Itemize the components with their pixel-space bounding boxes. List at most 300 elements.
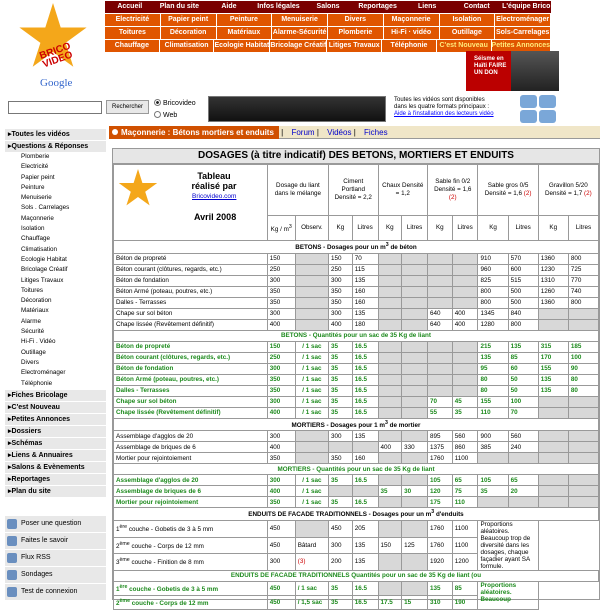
sidebar-tool[interactable]	[5, 567, 106, 583]
cell	[295, 275, 328, 286]
cell: 135	[508, 341, 538, 352]
haiti-banner[interactable]	[466, 51, 559, 91]
cell: 840	[508, 308, 538, 319]
column-header	[378, 165, 427, 216]
table-row	[114, 521, 599, 538]
cell: (3)	[295, 554, 328, 571]
section-text: 3	[384, 419, 388, 426]
cell: 300	[267, 275, 295, 286]
cell	[295, 264, 328, 275]
cell: 35	[329, 596, 353, 610]
cell: 450	[267, 537, 295, 554]
sidebar-item[interactable]: Climatisation	[5, 245, 106, 255]
cell	[402, 475, 428, 486]
cell	[538, 453, 568, 464]
cell: 1360	[538, 253, 568, 264]
sidebar-item[interactable]: Sécurité	[5, 327, 106, 337]
unit-header	[267, 216, 295, 241]
cell	[378, 497, 402, 508]
cell: 85	[452, 582, 478, 596]
sidebar-item[interactable]: ▸ Liens & Annuaires	[5, 449, 106, 461]
col-label: Gravillon 5/20 Densité = 1,7	[544, 182, 588, 198]
coat-sup: ème	[119, 540, 130, 547]
cell	[402, 352, 428, 363]
cell: 770	[568, 275, 598, 286]
cell	[295, 253, 328, 264]
player-format-icon[interactable]	[539, 95, 556, 108]
cell: 1230	[538, 264, 568, 275]
table-row	[114, 363, 599, 374]
cell	[538, 308, 568, 319]
search-button[interactable]: Rechercher	[106, 100, 149, 114]
menu-item-d-coration[interactable]: Décoration	[161, 27, 217, 39]
menu-item-climatisation[interactable]: Climatisation	[160, 40, 215, 52]
cell: 500	[508, 286, 538, 297]
cell: 185	[568, 341, 598, 352]
cell	[295, 453, 328, 464]
cell	[568, 486, 598, 497]
radio-label: Web	[163, 112, 178, 119]
crumb-sep: |	[353, 128, 359, 137]
menu-item-chauffage[interactable]: Chauffage	[105, 40, 160, 52]
table-header-row	[114, 165, 599, 216]
cell: 385	[478, 442, 508, 453]
radio-bricovideo[interactable]	[154, 98, 196, 110]
table-row	[114, 407, 599, 418]
row-label	[114, 596, 268, 610]
cell	[478, 497, 508, 508]
bricovideo-logo[interactable]	[18, 3, 93, 91]
cell	[427, 352, 452, 363]
brand-cell	[114, 165, 268, 241]
sidebar-tool[interactable]	[5, 584, 106, 600]
cell	[378, 475, 402, 486]
sidebar-item[interactable]: ▸ Schémas	[5, 437, 106, 449]
row-label: Béton de propreté	[114, 253, 268, 264]
cell: 70	[427, 396, 452, 407]
cell	[568, 308, 598, 319]
sidebar-item[interactable]: ▸ Toutes les vidéos	[5, 128, 106, 140]
cell: / 1 sac	[295, 363, 328, 374]
sidebar-item[interactable]: Peinture	[5, 183, 106, 193]
row-label	[114, 582, 268, 596]
col-label: Chaux Densité = 1,2	[382, 182, 424, 198]
cell: 35	[329, 396, 353, 407]
sidebar-item[interactable]: Chauffage	[5, 234, 106, 244]
cell: 250	[267, 352, 295, 363]
menu-item-salons[interactable]: Salons	[303, 1, 353, 13]
sidebar-item[interactable]: Papier peint	[5, 173, 106, 183]
cell	[452, 286, 478, 297]
cell: 300	[267, 308, 295, 319]
sidebar-item[interactable]: Téléphonie	[5, 379, 106, 389]
menu-item-toitures[interactable]: Toitures	[105, 27, 161, 39]
coat-label: couche - Corps de 12 mm	[131, 542, 204, 550]
cell	[538, 475, 568, 486]
coat-label: couche - Corps de 12 mm	[131, 599, 209, 607]
cell: 15	[402, 596, 428, 610]
sidebar-item[interactable]: Bricolage Créatif	[5, 265, 106, 275]
cell: 35	[329, 497, 353, 508]
cell: 80	[568, 374, 598, 385]
section-text: BETONS - Dosages pour un m	[295, 244, 386, 252]
table-date: Avril 2008	[194, 212, 237, 222]
row-label: Assemblage d'agglos de 20	[114, 431, 268, 442]
menu-item-sols-carrelages[interactable]: Sols-Carrelages	[495, 27, 551, 39]
cell: / 1 sac	[295, 374, 328, 385]
cell	[378, 319, 402, 330]
cell	[538, 319, 568, 330]
cell: 450	[267, 596, 295, 610]
sidebar-item[interactable]: Maçonnerie	[5, 214, 106, 224]
menu-item-ma-onnerie[interactable]: Maçonnerie	[384, 14, 440, 26]
cell	[378, 453, 402, 464]
cell	[378, 341, 402, 352]
unit-header: Litres	[508, 216, 538, 241]
cell: 800	[508, 319, 538, 330]
menu-item-hi-fi-vid-o[interactable]: Hi-Fi · vidéo	[384, 27, 440, 39]
tool-icon	[7, 536, 17, 546]
sidebar-item[interactable]: Divers	[5, 358, 106, 368]
player-format-icon[interactable]	[520, 110, 537, 123]
cell	[568, 442, 598, 453]
unit-header: Litres	[402, 216, 428, 241]
row-label: Béton courant (clôtures, regards, etc.)	[114, 352, 268, 363]
cell: 315	[538, 341, 568, 352]
menu-item-electrom-nager[interactable]: Electroménager	[495, 14, 551, 26]
cell: 35	[452, 407, 478, 418]
menu-item-plomberie[interactable]: Plomberie	[328, 27, 384, 39]
cell: 35	[329, 374, 353, 385]
cell: 300	[267, 396, 295, 407]
menu-row	[105, 1, 551, 13]
cell	[378, 374, 402, 385]
cell	[568, 453, 598, 464]
menu-item-reportages[interactable]: Reportages	[353, 1, 403, 13]
column-header	[427, 165, 478, 216]
sidebar-item[interactable]: Ecologie Habitat	[5, 255, 106, 265]
cell: 155	[478, 396, 508, 407]
player-format-icon[interactable]	[520, 95, 537, 108]
menu-item-contact[interactable]: Contact	[452, 1, 502, 13]
cell: 45	[452, 396, 478, 407]
sidebar-item[interactable]: ▸ Questions & Réponses	[5, 140, 106, 152]
table-row	[114, 497, 599, 508]
cell: 350	[329, 286, 353, 297]
table-title: DOSAGES (à titre indicatif) DES BETONS, MORTIERS ET ENDUITS	[113, 149, 599, 164]
menu-item-c-est-nouveau[interactable]: C'est Nouveau	[437, 40, 492, 52]
sidebar-tool[interactable]	[5, 516, 106, 532]
site-link[interactable]: Bricovideo.com	[192, 193, 237, 200]
cell: 1920	[427, 554, 452, 571]
cell	[508, 497, 538, 508]
cell	[378, 582, 402, 596]
row-label: Chape sur sol béton	[114, 308, 268, 319]
unit-header: Litres	[352, 216, 378, 241]
col-label: Ciment Portland Densité = 2,2	[334, 178, 372, 202]
cell	[427, 363, 452, 374]
cell	[452, 275, 478, 286]
menu-item-l-quipe-brico[interactable]: L'équipe Brico	[502, 1, 552, 13]
menu-item-electricit-[interactable]: Electricité	[105, 14, 161, 26]
cell: 450	[267, 521, 295, 538]
section-text: MORTIERS - Dosages pour 1 m	[291, 421, 385, 429]
cell: 300	[329, 431, 353, 442]
cell	[427, 374, 452, 385]
sidebar-item[interactable]: Outillage	[5, 348, 106, 358]
row-label: Assemblage de briques de 6	[114, 442, 268, 453]
coat-sup: ère	[119, 524, 128, 531]
fiches-link[interactable]: Fiches	[364, 128, 388, 137]
cell: 300	[267, 431, 295, 442]
cell: 20	[508, 486, 538, 497]
cell: 450	[267, 582, 295, 596]
sidebar-item[interactable]: Hi-Fi . Vidéo	[5, 337, 106, 347]
coat-num: 3	[116, 559, 120, 567]
section-title	[114, 464, 599, 475]
cell: 35	[329, 341, 353, 352]
sidebar-item[interactable]: ▸ Plan du site	[5, 485, 106, 497]
cell	[378, 297, 402, 308]
cell: 35	[478, 486, 508, 497]
cell: 35	[329, 407, 353, 418]
cell: 155	[538, 363, 568, 374]
cell	[378, 554, 402, 571]
cell	[329, 442, 353, 453]
menu-item-bricolage-cr-atif[interactable]: Bricolage Créatif	[270, 40, 327, 52]
cell	[295, 286, 328, 297]
sidebar-item[interactable]: ▸ Fiches Bricolage	[5, 389, 106, 401]
section-title	[114, 571, 599, 582]
cell: 16.5	[352, 396, 378, 407]
sidebar-item[interactable]: ▸ Dossiers	[5, 425, 106, 437]
cell: 16.5	[352, 341, 378, 352]
cell	[452, 253, 478, 264]
cell: 350	[267, 453, 295, 464]
menu-item-alarme-s-curit-[interactable]: Alarme-Sécurité	[272, 27, 328, 39]
table-row	[114, 286, 599, 297]
cell	[538, 486, 568, 497]
cell: 16.5	[352, 497, 378, 508]
cell: / 1 sac	[295, 352, 328, 363]
cell: 110	[452, 497, 478, 508]
sidebar-item[interactable]: Electricité	[5, 162, 106, 172]
table-row	[114, 297, 599, 308]
cell: 160	[352, 453, 378, 464]
sidebar-item[interactable]: Alarme	[5, 317, 106, 327]
cell	[402, 497, 428, 508]
coat-sup: ème	[119, 597, 131, 604]
cell: 400	[267, 407, 295, 418]
radio-web[interactable]	[154, 110, 196, 122]
cell	[452, 352, 478, 363]
table-row	[114, 275, 599, 286]
sidebar-item[interactable]: ▸ Salons & Evènements	[5, 461, 106, 473]
cell: 215	[478, 341, 508, 352]
menu-item-liens[interactable]: Liens	[402, 1, 452, 13]
section-text: d'enduits	[434, 511, 464, 519]
menu-item-menuiserie[interactable]: Menuiserie	[272, 14, 328, 26]
note-cell: Proportions aléatoires. Beaucoup	[478, 582, 538, 610]
column-header	[267, 165, 328, 216]
cell	[402, 453, 428, 464]
menu-item-infos-l-gales[interactable]: Infos légales	[254, 1, 304, 13]
section-title	[114, 418, 599, 431]
table-row	[114, 475, 599, 486]
cell: 160	[352, 286, 378, 297]
cell: / 1 sac	[295, 486, 328, 497]
menu-item-outillage[interactable]: Outillage	[440, 27, 496, 39]
sidebar-item[interactable]: Plomberie	[5, 152, 106, 162]
player-format-icon[interactable]	[539, 110, 556, 123]
cell: 60	[508, 363, 538, 374]
section-title	[114, 241, 599, 254]
cell: 115	[352, 264, 378, 275]
row-label: Béton de propreté	[114, 341, 268, 352]
sidebar-item[interactable]: Sols . Carrelages	[5, 203, 106, 213]
menu-item-accueil[interactable]: Accueil	[105, 1, 155, 13]
sidebar-item[interactable]: Décoration	[5, 296, 106, 306]
video-info-line2: dans les quatre formats principaux :	[394, 104, 490, 110]
sidebar-item[interactable]: ▸ Reportages	[5, 473, 106, 485]
menu-item-papier-peint[interactable]: Papier peint	[161, 14, 217, 26]
cell: 80	[568, 385, 598, 396]
row-label: Chape sur sol béton	[114, 396, 268, 407]
section-row	[114, 571, 599, 582]
sidebar-item[interactable]: Electroménager	[5, 368, 106, 378]
cell: / 1 sac	[295, 497, 328, 508]
section-title	[114, 330, 599, 341]
cell: 150	[329, 253, 353, 264]
sidebar-tool[interactable]	[5, 550, 106, 566]
cell	[538, 497, 568, 508]
cell: 900	[478, 431, 508, 442]
sidebar-item[interactable]: Isolation	[5, 224, 106, 234]
ad-banner[interactable]	[208, 96, 386, 122]
cell: 16.5	[352, 352, 378, 363]
cell: 65	[452, 475, 478, 486]
tool-label: Flux RSS	[21, 554, 51, 561]
banner-text: Séisme en Haïti FAIRE UN DON	[474, 56, 507, 76]
cell: 1375	[427, 442, 452, 453]
menu-item-ecologie-habitat[interactable]: Ecologie Habitat	[214, 40, 270, 52]
cell: 1100	[452, 453, 478, 464]
unit-header: Kg	[538, 216, 568, 241]
sidebar-item[interactable]: Litiges Travaux	[5, 276, 106, 286]
cell: 200	[329, 554, 353, 571]
cell: 16.5	[352, 596, 378, 610]
videos-link[interactable]: Vidéos	[327, 128, 352, 137]
unit-header: Kg	[329, 216, 353, 241]
menu-row	[105, 14, 551, 26]
sidebar-item[interactable]: ▸ Petites Annonces	[5, 413, 106, 425]
section-row	[114, 508, 599, 521]
cell: 35	[378, 486, 402, 497]
cell: 330	[402, 442, 428, 453]
row-label: Assemblage d'agglos de 20	[114, 475, 268, 486]
menu-row	[105, 27, 551, 39]
menu-item-aide[interactable]: Aide	[204, 1, 254, 13]
menu-item-t-l-phonie[interactable]: Téléphonie	[382, 40, 437, 52]
tool-icon	[7, 570, 17, 580]
column-header	[478, 165, 538, 216]
unit: Kg / m	[270, 225, 289, 233]
cell: 400	[329, 319, 353, 330]
cell	[378, 521, 402, 538]
row-label: Assemblage de briques de 6	[114, 486, 268, 497]
menu-item-litiges-travaux[interactable]: Litiges Travaux	[327, 40, 382, 52]
menu-item-petites-annonces[interactable]: Petites Annonces	[492, 40, 551, 52]
cell: 135	[538, 374, 568, 385]
cell: 135	[538, 385, 568, 396]
cell	[402, 286, 428, 297]
cell: 135	[352, 275, 378, 286]
cell: 400	[267, 442, 295, 453]
menu-item-divers[interactable]: Divers	[328, 14, 384, 26]
breadcrumb	[109, 126, 600, 139]
row-label	[114, 537, 268, 554]
cell: 35	[329, 352, 353, 363]
video-info-line1: Toutes les vidéos sont disponibles	[394, 97, 485, 103]
table-row	[114, 308, 599, 319]
cell	[295, 431, 328, 442]
cell	[295, 442, 328, 453]
table-row	[114, 385, 599, 396]
row-label: Béton de fondation	[114, 275, 268, 286]
cell	[295, 319, 328, 330]
cell: 90	[568, 363, 598, 374]
cell: 310	[427, 596, 452, 610]
search-input[interactable]	[8, 101, 102, 114]
row-label: Mortier pour rejointoiement	[114, 497, 268, 508]
cell: 150	[267, 253, 295, 264]
cell: 740	[568, 286, 598, 297]
cell: 1760	[427, 537, 452, 554]
menu-item-mat-riaux[interactable]: Matériaux	[217, 27, 273, 39]
sidebar-tools	[5, 516, 106, 601]
table-row	[114, 319, 599, 330]
logo-text: BRICO VIDEO	[38, 40, 75, 71]
col-label: Sable fin 0/2 Densité = 1,6	[434, 178, 472, 194]
cell	[427, 275, 452, 286]
cell	[402, 385, 428, 396]
cell	[378, 352, 402, 363]
forum-link[interactable]: Forum	[291, 128, 315, 137]
cell	[402, 521, 428, 538]
cell: / 1 sac	[295, 385, 328, 396]
sidebar-item[interactable]: Toitures	[5, 286, 106, 296]
cell: / 1 sac	[295, 396, 328, 407]
video-help-link[interactable]: Aide à l'installation des lecteurs vidéo	[394, 111, 494, 117]
menu-item-plan-du-site[interactable]: Plan du site	[155, 1, 205, 13]
cell: 825	[478, 275, 508, 286]
cell: 70	[508, 407, 538, 418]
menu-item-isolation[interactable]: Isolation	[440, 14, 496, 26]
row-label: Dalles - Terrasses	[114, 297, 268, 308]
menu-item-peinture[interactable]: Peinture	[217, 14, 273, 26]
cell: 350	[267, 286, 295, 297]
sidebar-item[interactable]: Menuiserie	[5, 193, 106, 203]
tool-icon	[7, 587, 17, 597]
cell: 50	[508, 374, 538, 385]
cell	[378, 286, 402, 297]
sidebar-item[interactable]: Matériaux	[5, 306, 106, 316]
sidebar-tool[interactable]	[5, 533, 106, 549]
player-icons	[520, 95, 556, 123]
cell: 135	[352, 308, 378, 319]
sidebar-item[interactable]: ▸ C'est Nouveau	[5, 401, 106, 413]
coat-num: 2	[116, 542, 120, 550]
